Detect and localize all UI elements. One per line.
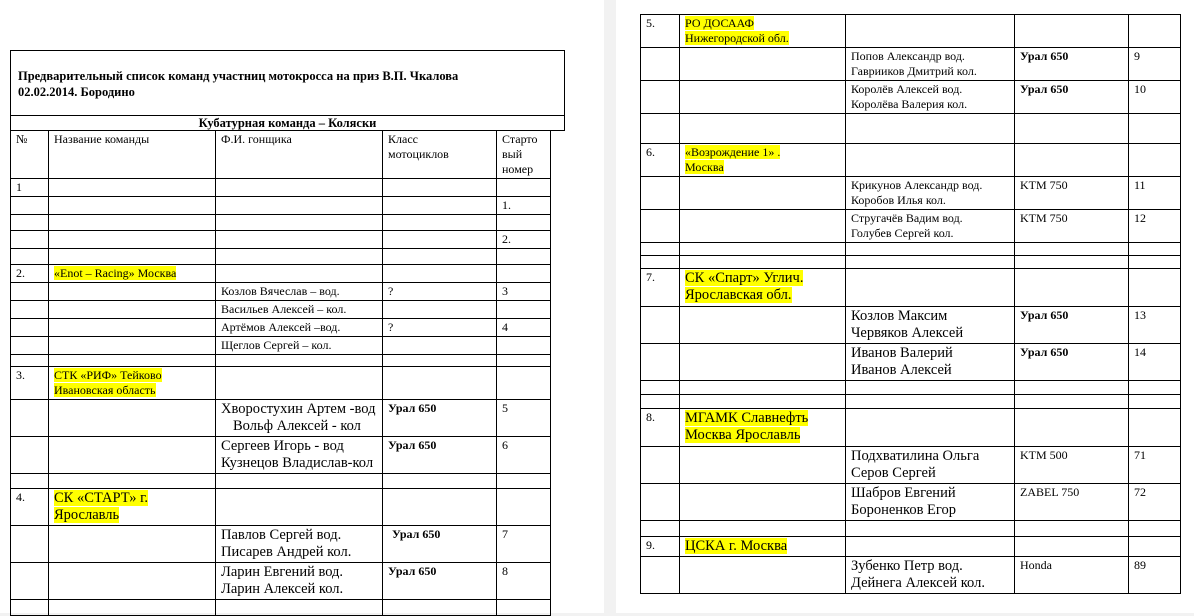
crew-names <box>846 48 1015 81</box>
start-number: 12 <box>1129 210 1181 243</box>
team-name <box>680 269 846 307</box>
crew-row <box>11 563 551 600</box>
team-name <box>49 367 216 400</box>
team-name-line2: Москва <box>685 160 724 174</box>
driver-name: Иванов Валерий <box>851 345 953 361</box>
team-num: 6. <box>641 144 680 177</box>
spacer-row <box>11 355 551 367</box>
team-name <box>49 265 216 283</box>
team-name-line1: СК «Спарт» Углич. <box>685 270 804 286</box>
crew-names <box>846 344 1015 381</box>
title-line-1: Предварительный список команд участниц мотокросса на приз В.П. Чкалова <box>18 69 459 83</box>
passenger-name: Голубев Сергей кол. <box>851 226 954 240</box>
header-start-line3: номер <box>502 162 534 176</box>
start-number: 6 <box>497 437 551 474</box>
moto-class: Урал 650 <box>383 526 497 563</box>
moto-class: Honda <box>1015 557 1129 594</box>
header-class-line1: Класс <box>388 132 418 146</box>
header-start-line2: вый <box>502 147 523 161</box>
moto-class: Урал 650 <box>383 437 497 474</box>
spacer-row <box>11 600 551 616</box>
crew-row <box>641 447 1181 484</box>
racer-row <box>11 301 551 319</box>
driver-name: Крикунов Александр вод. <box>851 178 983 192</box>
header-team: Название команды <box>49 131 216 179</box>
crew-row <box>641 484 1181 521</box>
start-number: 13 <box>1129 307 1181 344</box>
header-num: № <box>11 131 49 179</box>
team-num: 4. <box>11 489 49 526</box>
crew-names <box>846 557 1015 594</box>
start-number: 2. <box>497 231 551 249</box>
driver-name: Королёв Алексей вод. <box>851 82 963 96</box>
team-row <box>641 269 1181 307</box>
team-name-line1: МГАМК Славнефть <box>685 410 809 426</box>
moto-class: KTM 750 <box>1015 210 1129 243</box>
moto-class: Урал 650 <box>1015 48 1129 81</box>
team-num: 9. <box>641 537 680 557</box>
team-row <box>11 489 551 526</box>
row-num: 1 <box>11 179 49 197</box>
team-row <box>11 367 551 400</box>
start-number: 3 <box>497 283 551 301</box>
team-row <box>641 144 1181 177</box>
team-num: 3. <box>11 367 49 400</box>
left-roster-table <box>10 130 551 616</box>
header-start <box>497 131 551 179</box>
team-type-label: Кубатурная команда – Коляски <box>10 115 565 131</box>
driver-name: Сергеев Игорь - вод <box>221 438 344 454</box>
moto-class: ZABEL 750 <box>1015 484 1129 521</box>
moto-class: ? <box>383 319 497 337</box>
driver-name: Ларин Евгений вод. <box>221 564 344 580</box>
racer-name: Щеглов Сергей – кол. <box>216 337 383 355</box>
moto-class: KTM 750 <box>1015 177 1129 210</box>
start-number: 9 <box>1129 48 1181 81</box>
moto-class: Урал 650 <box>1015 344 1129 381</box>
passenger-name: Гаврииков Дмитрий кол. <box>851 64 977 78</box>
header-start-line1: Старто <box>502 132 538 146</box>
moto-class: Урал 650 <box>383 400 497 437</box>
start-number: 4 <box>497 319 551 337</box>
moto-class: Урал 650 <box>1015 81 1129 114</box>
crew-row <box>11 400 551 437</box>
right-page <box>616 0 1194 613</box>
header-racer: Ф.И. гонщика <box>216 131 383 179</box>
spacer-row <box>641 256 1181 269</box>
team-name <box>680 537 846 557</box>
crew-names <box>846 81 1015 114</box>
crew-row <box>641 81 1181 114</box>
racer-name: Васильев Алексей – кол. <box>216 301 383 319</box>
start-number: 1. <box>497 197 551 215</box>
passenger-name: Вольф Алексей - кол <box>233 418 361 434</box>
spacer-row <box>11 474 551 489</box>
crew-names <box>216 563 383 600</box>
team-name <box>680 15 846 48</box>
document-title <box>18 68 558 100</box>
start-number: 72 <box>1129 484 1181 521</box>
team-num: 2. <box>11 265 49 283</box>
racer-name: Артёмов Алексей –вод. <box>216 319 383 337</box>
racer-name: Козлов Вячеслав – вод. <box>216 283 383 301</box>
start-number: 5 <box>497 400 551 437</box>
team-name-text: ЦСКА г. Москва <box>685 538 788 554</box>
racer-row <box>11 337 551 355</box>
table-row <box>11 215 551 231</box>
team-row <box>11 265 551 283</box>
team-name <box>680 409 846 447</box>
team-name-text: «Enot – Racing» Москва <box>54 266 177 280</box>
crew-names <box>846 484 1015 521</box>
header-class-line2: мотоциклов <box>388 147 449 161</box>
title-line-2: 02.02.2014. Бородино <box>18 85 135 99</box>
team-name-line2: Москва Ярославль <box>685 427 801 443</box>
start-number: 11 <box>1129 177 1181 210</box>
crew-row <box>641 557 1181 594</box>
driver-name: Шабров Евгений <box>851 485 956 501</box>
team-num: 5. <box>641 15 680 48</box>
crew-row <box>641 48 1181 81</box>
team-name-line1: СК «СТАРТ» г. <box>54 490 149 506</box>
crew-row <box>641 307 1181 344</box>
passenger-name: Бороненков Егор <box>851 502 957 518</box>
spacer-row <box>641 243 1181 256</box>
team-name <box>49 489 216 526</box>
table-row <box>11 179 551 197</box>
racer-row <box>11 283 551 301</box>
passenger-name: Кузнецов Владислав-кол <box>221 455 374 471</box>
header-class <box>383 131 497 179</box>
table-row <box>11 231 551 249</box>
start-number: 10 <box>1129 81 1181 114</box>
start-number: 71 <box>1129 447 1181 484</box>
crew-names <box>846 177 1015 210</box>
passenger-name: Серов Сергей <box>851 465 936 481</box>
passenger-name: Дейнега Алексей кол. <box>851 575 985 591</box>
crew-names <box>846 210 1015 243</box>
team-name-line2: Ивановская область <box>54 383 156 397</box>
moto-class: Урал 650 <box>1015 307 1129 344</box>
moto-class: ? <box>383 283 497 301</box>
team-name-line2: Нижегородской обл. <box>685 31 789 45</box>
driver-name: Павлов Сергей вод. <box>221 527 342 543</box>
crew-names <box>846 307 1015 344</box>
crew-names <box>216 437 383 474</box>
driver-name: Стругачёв Вадим вод. <box>851 211 963 225</box>
spacer-row <box>641 381 1181 395</box>
team-name <box>680 144 846 177</box>
right-roster-table <box>640 14 1181 594</box>
team-row <box>641 15 1181 48</box>
team-num: 7. <box>641 269 680 307</box>
table-row <box>11 249 551 265</box>
driver-name: Козлов Максим <box>851 308 948 324</box>
crew-names <box>846 447 1015 484</box>
crew-names <box>216 526 383 563</box>
racer-row <box>11 319 551 337</box>
passenger-name: Червяков Алексей <box>851 325 964 341</box>
title-box <box>10 50 565 116</box>
team-name-line2: Ярославль <box>54 507 120 523</box>
start-number: 14 <box>1129 344 1181 381</box>
crew-names <box>216 400 383 437</box>
driver-name: Подхватилина Ольга <box>851 448 980 464</box>
team-name-line1: СТК «РИФ» Тейково <box>54 368 162 382</box>
spacer-row <box>641 114 1181 144</box>
header-row <box>11 131 551 179</box>
start-number: 7 <box>497 526 551 563</box>
spacer-row <box>641 521 1181 537</box>
driver-name: Зубенко Петр вод. <box>851 558 963 574</box>
driver-name: Хворостухин Артем -вод <box>221 401 376 417</box>
team-name-line1: «Возрождение 1» . <box>685 145 781 159</box>
passenger-name: Иванов Алексей <box>851 362 952 378</box>
passenger-name: Коробов Илья кол. <box>851 193 946 207</box>
driver-name: Попов Александр вод. <box>851 49 965 63</box>
team-name-line1: РО ДОСААФ <box>685 16 754 30</box>
crew-row <box>641 344 1181 381</box>
start-number: 8 <box>497 563 551 600</box>
team-name-line2: Ярославская обл. <box>685 287 792 303</box>
start-number: 89 <box>1129 557 1181 594</box>
crew-row <box>641 210 1181 243</box>
table-row <box>11 197 551 215</box>
team-row <box>641 537 1181 557</box>
moto-class: Урал 650 <box>383 563 497 600</box>
passenger-name: Ларин Алексей кол. <box>221 581 344 597</box>
team-num: 8. <box>641 409 680 447</box>
passenger-name: Писарев Андрей кол. <box>221 544 352 560</box>
passenger-name: Королёва Валерия кол. <box>851 97 968 111</box>
crew-row <box>641 177 1181 210</box>
team-row <box>641 409 1181 447</box>
crew-row <box>11 526 551 563</box>
moto-class: KTM 500 <box>1015 447 1129 484</box>
spacer-row <box>641 395 1181 409</box>
crew-row <box>11 437 551 474</box>
